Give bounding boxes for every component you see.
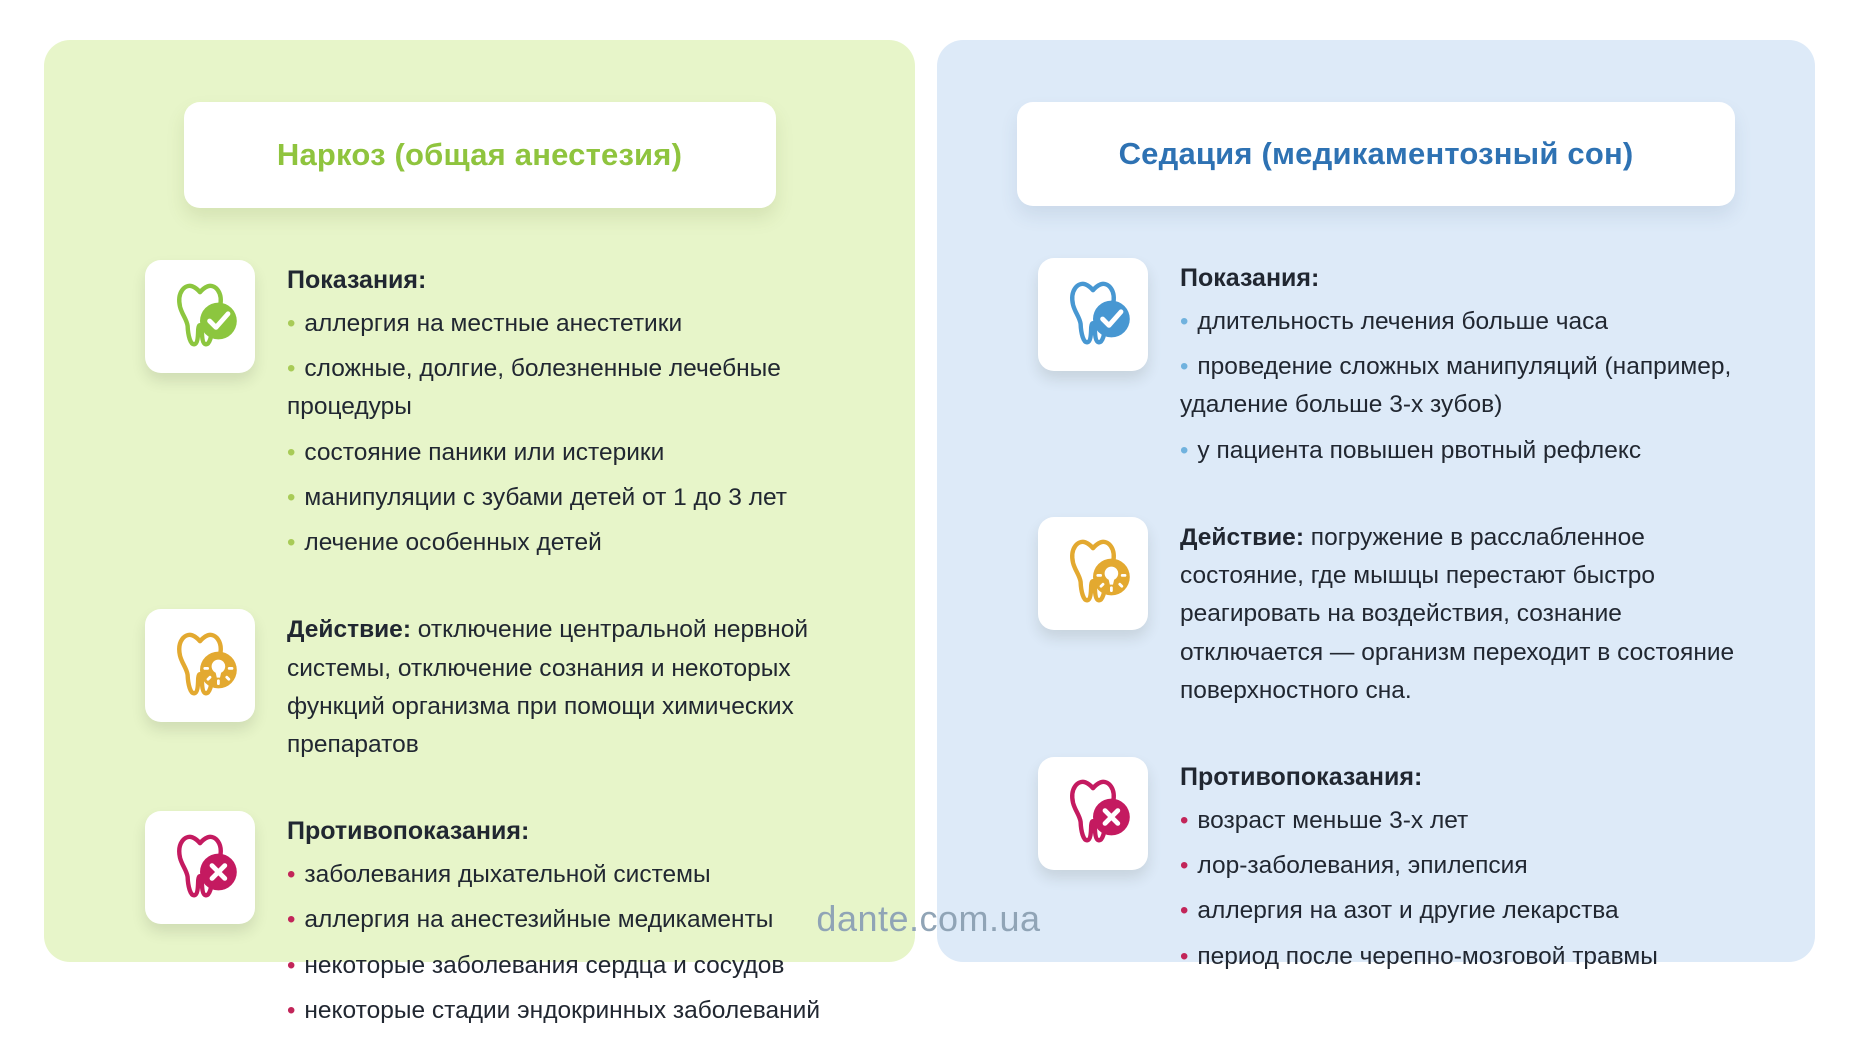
bullet-item: • манипуляции с зубами детей от 1 до 3 лет bbox=[287, 483, 788, 511]
bullet-item: • некоторые стадии эндокринных заболеваний bbox=[287, 996, 821, 1024]
sedation-contraindications-icon-card bbox=[1038, 757, 1148, 870]
sedation-indications-section bbox=[1038, 258, 1815, 477]
section-heading: Показания: bbox=[287, 266, 427, 294]
bullet-item: • лор-заболевания, эпилепсия bbox=[1180, 852, 1528, 880]
bullet-item: • сложные, долгие, болезненные лечебные процедуры bbox=[287, 355, 781, 421]
bullet-dot: • bbox=[1180, 806, 1189, 834]
bullet-dot: • bbox=[287, 310, 296, 337]
bullet-item: • период после черепно-мозговой травмы bbox=[1180, 942, 1658, 970]
bullet-dot: • bbox=[287, 861, 296, 889]
bullet-dot: • bbox=[287, 483, 296, 511]
bullet-dot: • bbox=[287, 438, 296, 466]
section-heading: Противопоказания: bbox=[1180, 762, 1423, 791]
narcosis-contraindications-text bbox=[287, 811, 847, 1037]
narcosis-action-section bbox=[145, 609, 915, 771]
tooth-lightbulb-icon bbox=[1049, 529, 1137, 617]
site-watermark: dante.com.ua bbox=[816, 898, 1041, 939]
narcosis-title-card bbox=[184, 102, 776, 208]
narcosis-indications-icon-card bbox=[145, 260, 255, 373]
action-paragraph: Действие: погружение в расслабленное состояние, где мышцы перестают быстро реагировать на воздействия, сознание отключается — организм переходит в состояние поверхностного сна. bbox=[1180, 523, 1735, 704]
action-paragraph: Действие: отключение центральной нервной системы, отключение сознания и некоторых функций организма при помощи химических препаратов bbox=[287, 616, 809, 758]
sedation-action-section bbox=[1038, 517, 1815, 717]
sedation-title-card bbox=[1017, 102, 1735, 206]
tooth-lightbulb-icon bbox=[156, 622, 244, 710]
bullet-dot: • bbox=[287, 906, 296, 934]
bullet-item: • лечение особенных детей bbox=[287, 529, 602, 557]
action-label: Действие: bbox=[1180, 523, 1304, 551]
sedation-action-icon-card bbox=[1038, 517, 1148, 630]
sedation-contraindications-text bbox=[1180, 757, 1744, 983]
tooth-cross-icon bbox=[1049, 769, 1137, 857]
section-heading: Показания: bbox=[1180, 264, 1320, 292]
bullet-item: • состояние паники или истерики bbox=[287, 438, 665, 466]
bullet-item: • некоторые заболевания сердца и сосудов bbox=[287, 951, 785, 979]
bullet-dot: • bbox=[1180, 353, 1189, 381]
section-heading: Противопоказания: bbox=[287, 817, 530, 846]
sedation-title: Седация (медикаментозный сон) bbox=[1118, 136, 1634, 171]
narcosis-action-icon-card bbox=[145, 609, 255, 722]
narcosis-title: Наркоз (общая анестезия) bbox=[276, 137, 683, 172]
narcosis-action-text bbox=[287, 609, 847, 771]
sedation-indications-icon-card bbox=[1038, 258, 1148, 371]
bullet-item: • у пациента повышен рвотный рефлекс bbox=[1180, 436, 1642, 464]
panel-narcosis bbox=[44, 40, 915, 1024]
narcosis-contraindications-icon-card bbox=[145, 811, 255, 924]
bullet-dot: • bbox=[287, 996, 296, 1024]
bullet-item: • аллергия на местные анестетики bbox=[287, 310, 683, 337]
bullet-dot: • bbox=[287, 355, 296, 383]
bullet-item: • проведение сложных манипуляций (например, удаление больше 3-х зубов) bbox=[1180, 353, 1732, 419]
sedation-action-text bbox=[1180, 517, 1744, 717]
bullet-item: • заболевания дыхательной системы bbox=[287, 861, 711, 889]
panel-sedation bbox=[937, 40, 1815, 970]
bullet-item: • длительность лечения больше часа bbox=[1180, 308, 1609, 335]
narcosis-indications-text bbox=[287, 260, 847, 569]
bullet-dot: • bbox=[287, 529, 296, 557]
bullet-item: • аллергия на азот и другие лекарства bbox=[1180, 897, 1619, 925]
bullet-dot: • bbox=[287, 951, 296, 979]
sedation-contraindications-section bbox=[1038, 757, 1815, 983]
tooth-cross-icon bbox=[156, 824, 244, 912]
tooth-check-icon bbox=[1049, 271, 1137, 359]
bullet-dot: • bbox=[1180, 897, 1189, 925]
bullet-item: • возраст меньше 3-х лет bbox=[1180, 806, 1469, 834]
tooth-check-icon bbox=[156, 273, 244, 361]
narcosis-indications-section bbox=[145, 260, 915, 569]
narcosis-contraindications-section bbox=[145, 811, 915, 1037]
sedation-indications-text bbox=[1180, 258, 1744, 477]
bullet-dot: • bbox=[1180, 308, 1189, 335]
bullet-item: • аллергия на анестезийные медикаменты bbox=[287, 906, 774, 934]
action-label: Действие: bbox=[287, 616, 411, 644]
bullet-dot: • bbox=[1180, 942, 1189, 970]
bullet-dot: • bbox=[1180, 436, 1189, 464]
bullet-dot: • bbox=[1180, 852, 1189, 880]
